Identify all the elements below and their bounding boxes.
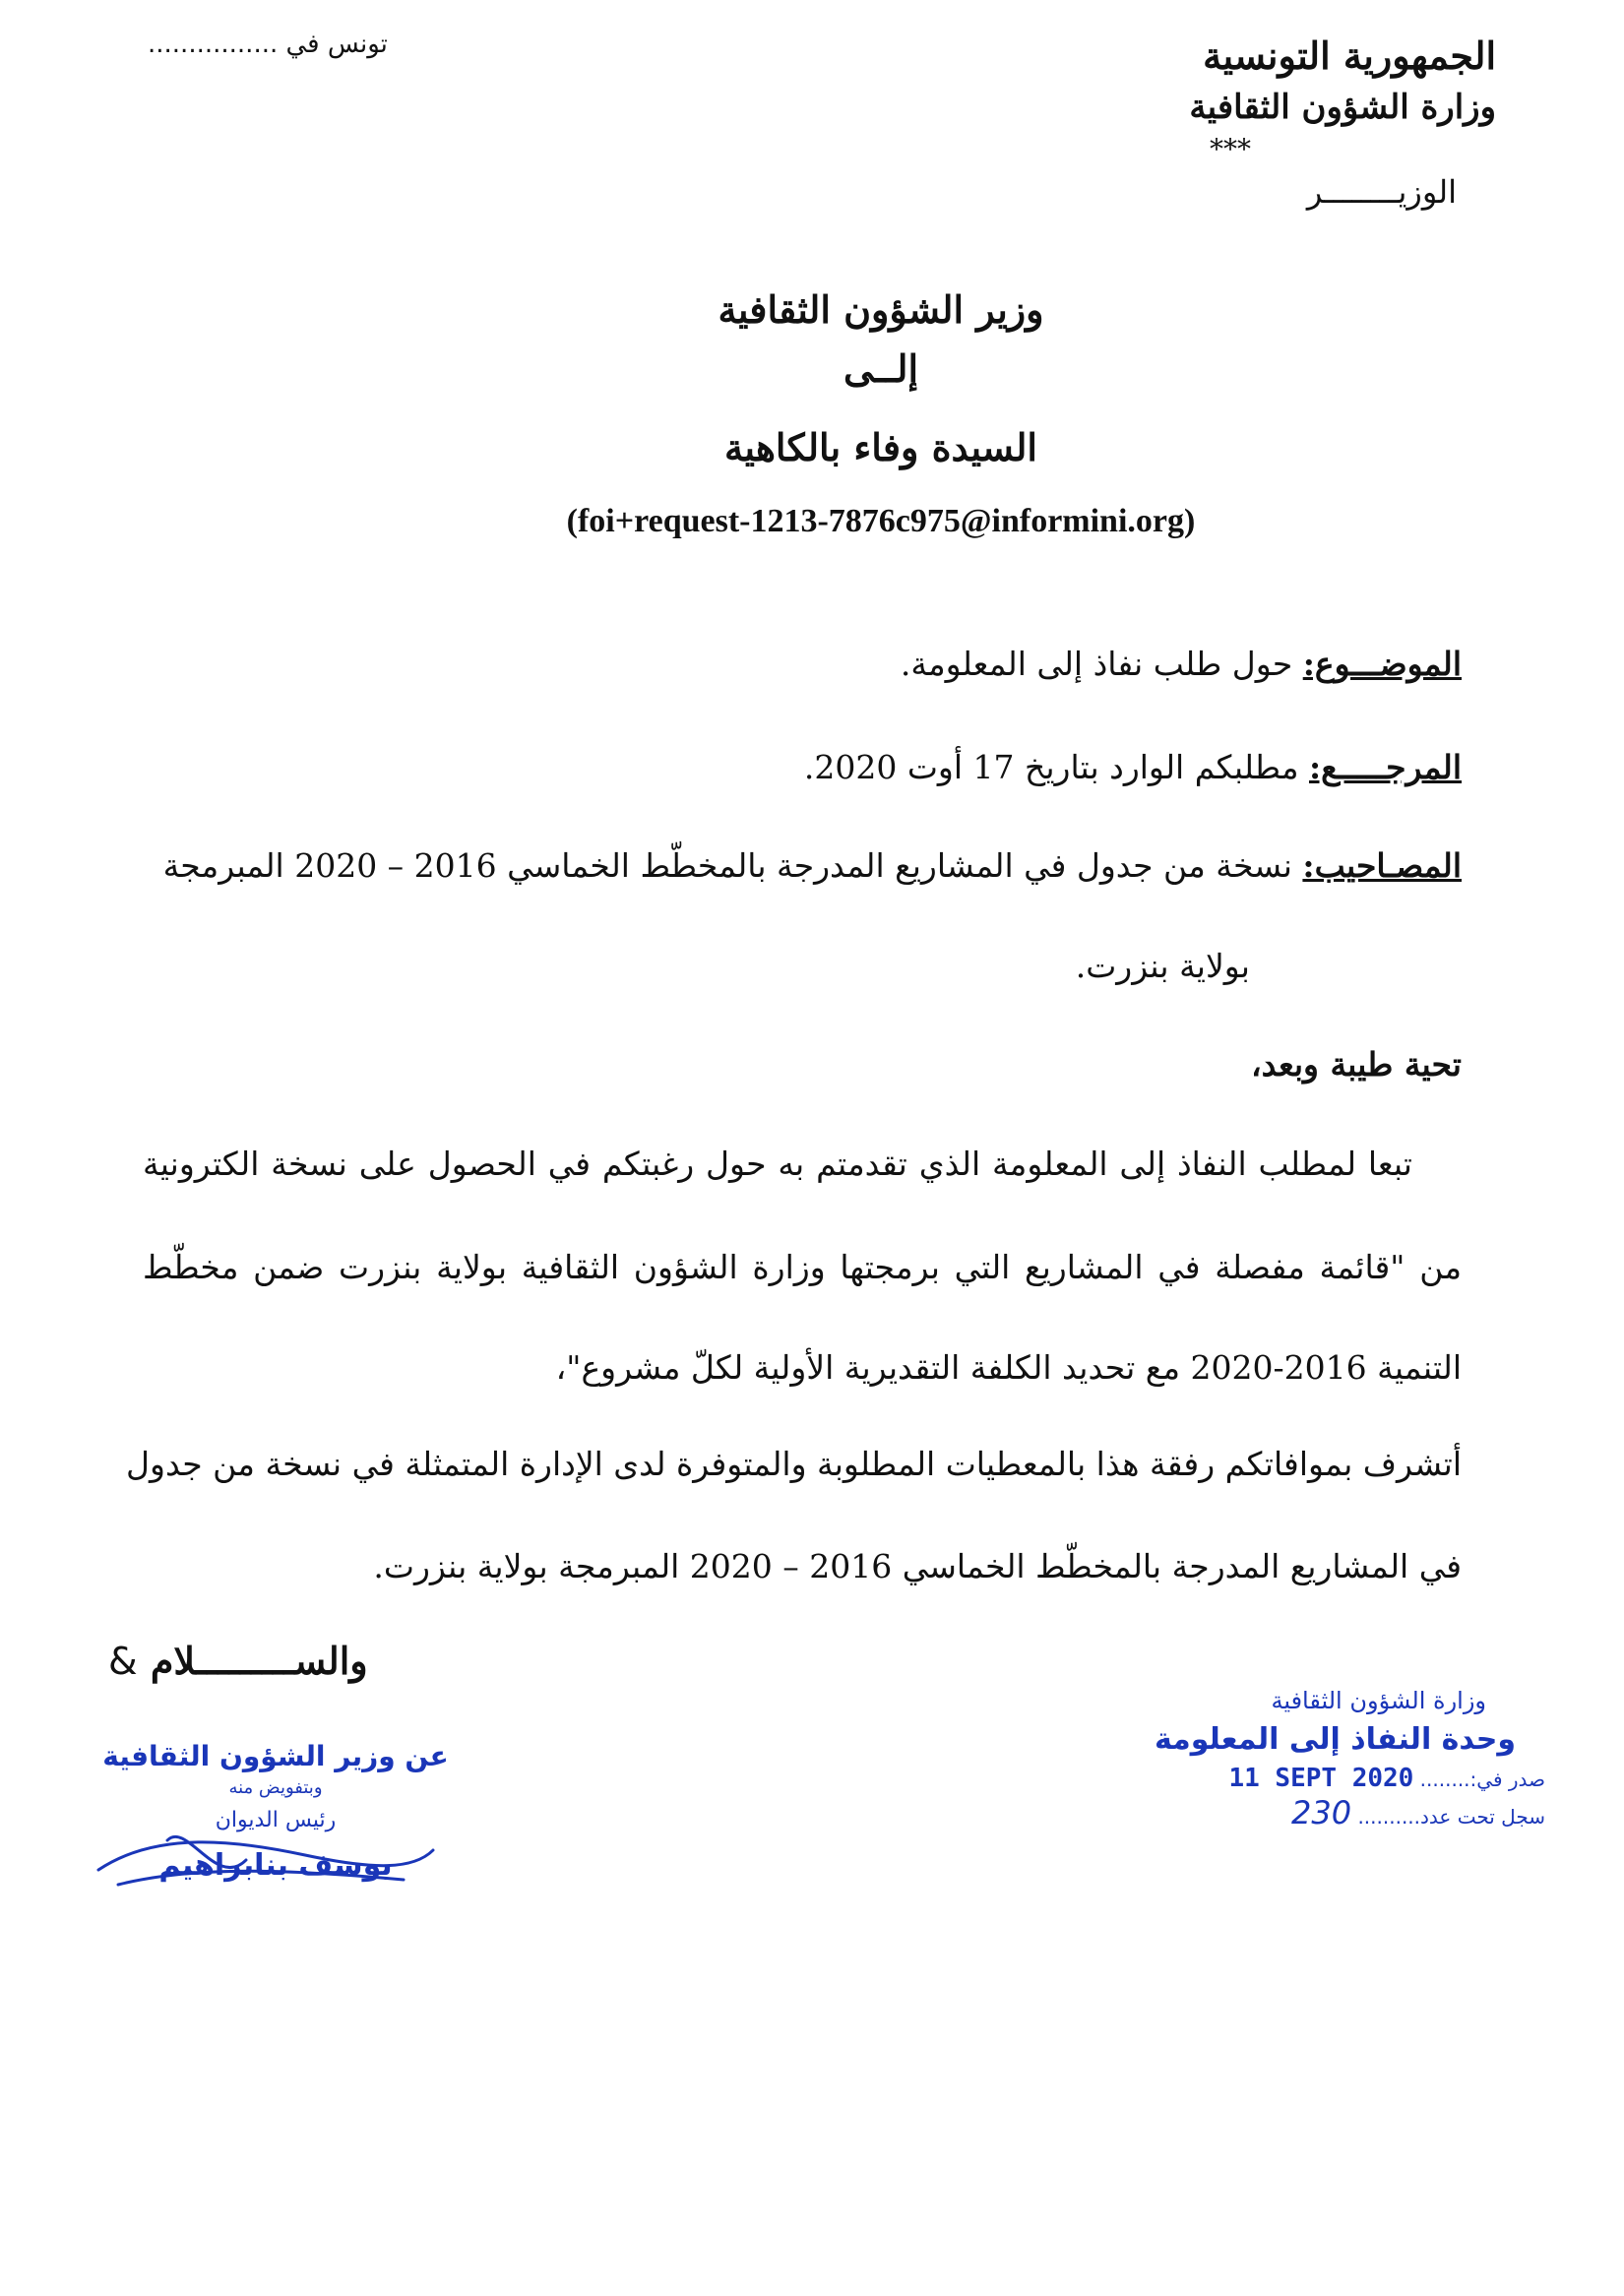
registration-stamp [1093, 1683, 1545, 1833]
attachment-line [143, 846, 1462, 885]
closing-salutation [108, 1639, 368, 1683]
signatory-name: يوسف بنابراهيم [158, 1848, 393, 1883]
attachment-line-2: بولاية بنزرت. [1075, 947, 1250, 985]
signature-delegation: وبتفويض منه [228, 1777, 323, 1798]
subject-text: حول طلب نفاذ إلى المعلومة. [900, 645, 1303, 683]
stamp-registered-row [1093, 1796, 1545, 1833]
stamp-registered-number: 230 [1291, 1794, 1352, 1831]
paragraph-1-line-3: التنمية 2016-2020 مع تحديد الكلفة التقديرية الأولية لكلّ مشروع"، [555, 1348, 1462, 1387]
paragraph-1-line-2: من "قائمة مفصلة في المشاريع التي برمجتها وزارة الشؤون الثقافية بولاية بنزرت ضمن مخطّط [143, 1248, 1462, 1286]
subject-line [143, 645, 1462, 683]
stamp-issued-date: 11 SEPT 2020 [1228, 1764, 1414, 1793]
recipient-email: (foi+request-1213-7876c975@informini.org) [566, 503, 1196, 539]
reference-label: المرجـــــع: [1309, 748, 1462, 786]
ministry-name: وزارة الشؤون الثقافية [1189, 88, 1496, 127]
attachment-text: نسخة من جدول في المشاريع المدرجة بالمخطّط الخماسي 2016 – 2020 المبرمجة [162, 846, 1303, 885]
letterhead [1083, 30, 1496, 217]
stamp-issued-row [1093, 1762, 1545, 1796]
recipient-name: السيدة وفاء بالكاهية [724, 425, 1037, 469]
address-block [0, 280, 1624, 540]
sender-title: وزير الشؤون الثقافية [718, 287, 1044, 332]
stamp-unit: وحدة النفاذ إلى المعلومة [1154, 1722, 1516, 1757]
country-name: الجمهورية التونسية [1203, 33, 1496, 78]
attachment-label: المصـاحيب: [1302, 846, 1462, 885]
signature-on-behalf: عن وزير الشؤون الثقافية [102, 1740, 449, 1772]
reference-line [143, 748, 1462, 786]
signature-role: رئيس الديوان [215, 1808, 337, 1832]
closing-text: والســـــــــلام [150, 1639, 368, 1683]
reference-text: مطلبكم الوارد بتاريخ 17 أوت 2020. [803, 748, 1309, 786]
paragraph-1-line-1: تبعا لمطلب النفاذ إلى المعلومة الذي تقدمتم به حول رغبتكم في الحصول على نسخة الكترونية [143, 1145, 1412, 1183]
paragraph-2-line-1: أتشرف بموافاتكم رفقة هذا بالمعطيات المطلوبة والمتوفرة لدى الإدارة المتمثلة في نسخة من جدول [126, 1445, 1462, 1483]
to-label: إلــى [843, 346, 919, 391]
separator-stars: *** [1210, 133, 1251, 165]
greeting: تحية طيبة وبعد، [1250, 1045, 1462, 1084]
minister-label: الوزيــــــــر [1306, 173, 1457, 211]
stamp-registered-label: سجل تحت عدد.......... [1357, 1805, 1545, 1829]
paragraph-2-line-2: في المشاريع المدرجة بالمخطّط الخماسي 2016 – 2020 المبرمجة بولاية بنزرت. [373, 1547, 1462, 1585]
stamp-ministry: وزارة الشؤون الثقافية [1271, 1687, 1486, 1714]
stamp-issued-label: صدر في:........ [1419, 1768, 1545, 1791]
subject-label: الموضـــوع: [1302, 645, 1462, 683]
closing-flourish: & [108, 1640, 138, 1683]
place-date: تونس في ................ [148, 30, 388, 59]
handwritten-signature [79, 1811, 453, 1919]
